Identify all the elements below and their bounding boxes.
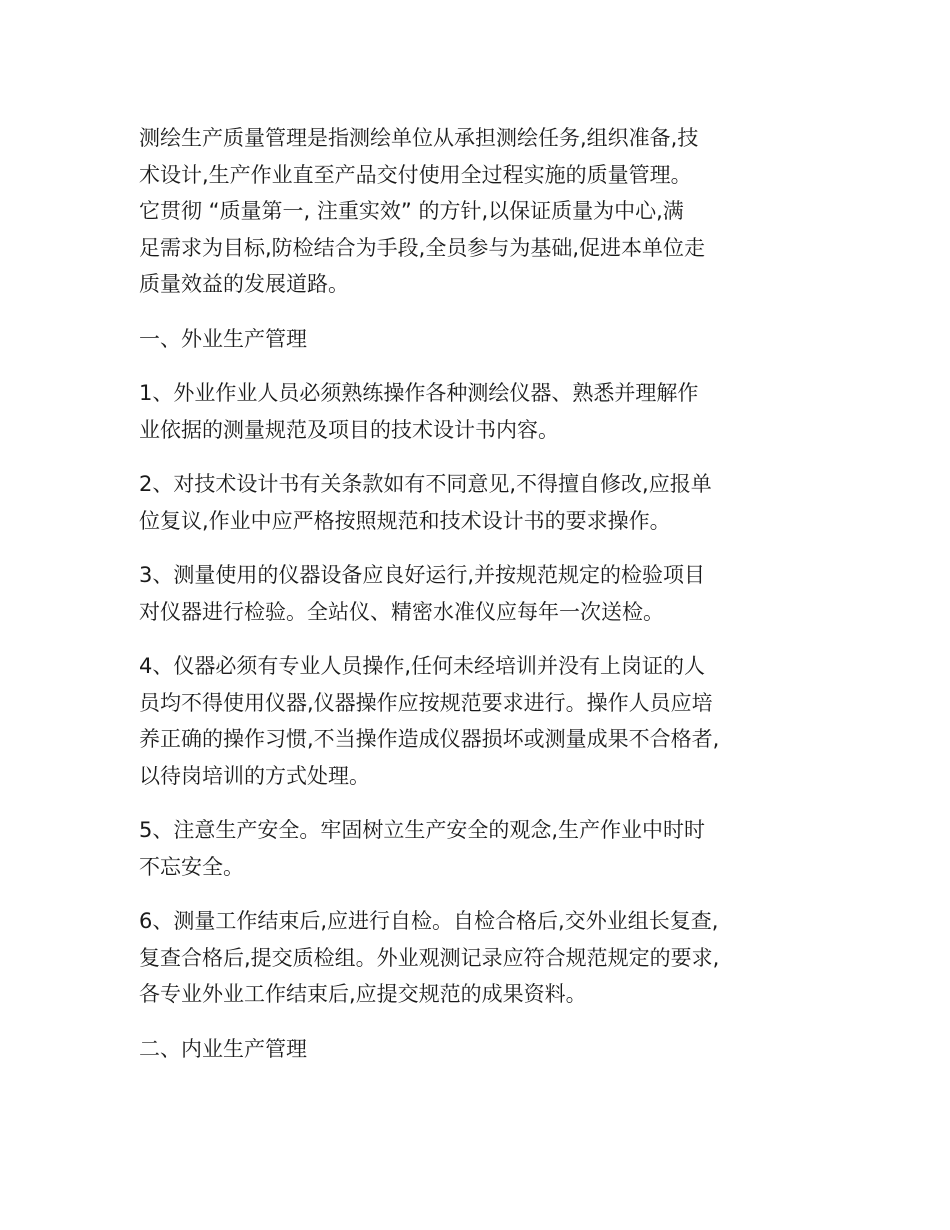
- list-item-6: 6、测量工作结束后,应进行自检。自检合格后,交外业组长复查, 复查合格后,提交质检组。外业观测记录应符合规范规定的要求, 各专业外业工作结束后,应提交规范的成果资料。: [139, 909, 720, 1006]
- list-item-2: 2、对技术设计书有关条款如有不同意见,不得擅自修改,应报单 位复议,作业中应严格按照规范和技术设计书的要求操作。: [139, 472, 712, 533]
- section-heading-field-production: 一、外业生产管理: [139, 326, 307, 351]
- list-item-3: 3、测量使用的仪器设备应良好运行,并按规范规定的检验项目 对仪器进行检验。全站仪、精密水准仪应每年一次送检。: [139, 563, 706, 624]
- list-item-4: 4、仪器必须有专业人员操作,任何未经培训并没有上岗证的人 员均不得使用仪器,仪器操作应按规范要求进行。操作人员应培 养正确的操作习惯,不当操作造成仪器损坏或测量成果不合格者, 以待岗培训的方式处理。: [139, 654, 720, 788]
- section-heading-office-production: 二、内业生产管理: [139, 1036, 307, 1061]
- list-item-5: 5、注意生产安全。牢固树立生产安全的观念,生产作业中时时 不忘安全。: [139, 818, 706, 879]
- document-body: [139, 120, 829, 1085]
- intro-paragraph: 测绘生产质量管理是指测绘单位从承担测绘任务,组织准备,技 术设计,生产作业直至产品交付使用全过程实施的质量管理。 它贯彻 “质量第一, 注重实效” 的方针,以保证质量为中心,满 足需求为目标,防检结合为手段,全员参与为基础,促进本单位走 质量效益的发展道路。: [139, 126, 706, 296]
- list-item-1: 1、外业作业人员必须熟练操作各种测绘仪器、熟悉并理解作 业依据的测量规范及项目的技术设计书内容。: [139, 381, 699, 442]
